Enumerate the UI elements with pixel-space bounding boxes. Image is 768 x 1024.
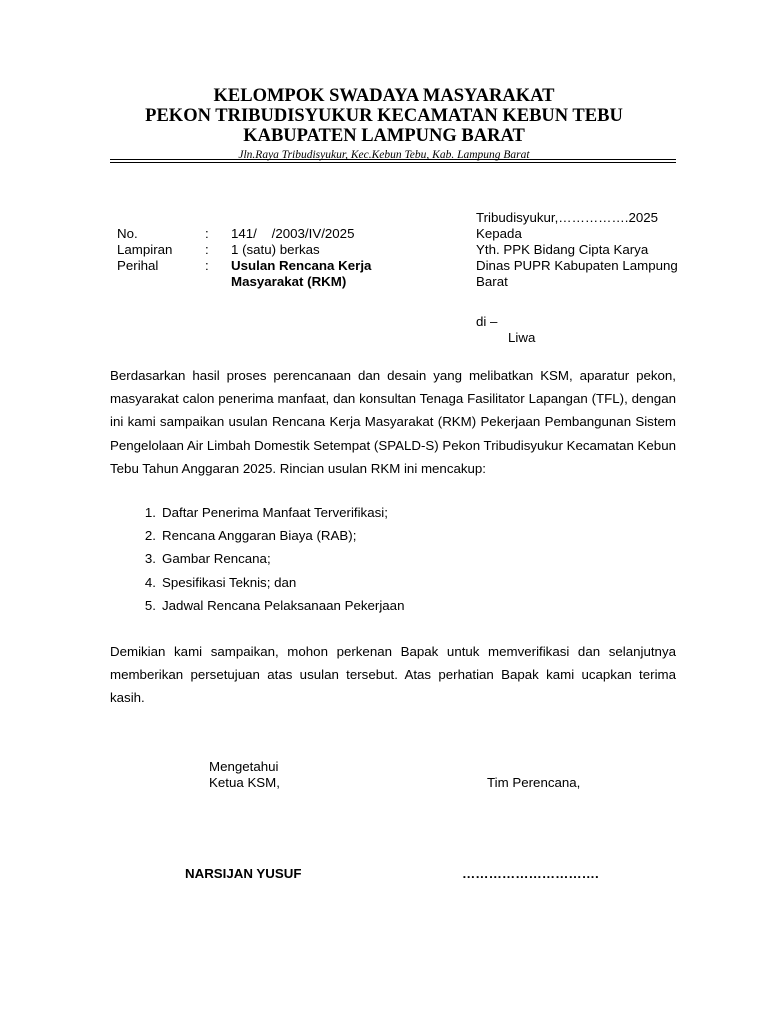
list-item <box>110 571 676 594</box>
list-item <box>110 524 676 547</box>
meta-number-value: 141/ /2003/IV/2025 <box>231 226 355 241</box>
signature-left <box>209 759 280 791</box>
meta-row-subject <box>117 258 401 274</box>
recipient-city: Liwa <box>508 330 536 345</box>
signature-left-line1: Mengetahui <box>209 759 279 774</box>
list-item <box>110 501 676 524</box>
signature-right <box>487 775 580 791</box>
place-date: Tribudisyukur,…………….2025 <box>476 210 659 225</box>
recipient-to: Kepada <box>476 226 522 241</box>
body-paragraph-2: Demikian kami sampaikan, mohon perkenan Bapak untuk memverifikasi dan selanjutnya memberikan persetujuan atas usulan tersebut. Atas perhatian Bapak kami ucapkan terima kasih. <box>110 644 676 706</box>
recipient-block <box>476 210 706 346</box>
list-item <box>110 547 676 570</box>
letter-meta <box>117 226 401 290</box>
meta-attachment-value: 1 (satu) berkas <box>231 242 320 257</box>
list-item-number: 1. <box>144 505 156 520</box>
meta-colon: : <box>205 242 209 257</box>
signatory-name-left: NARSIJAN YUSUF <box>185 866 302 881</box>
list-item-number: 5. <box>144 597 156 613</box>
list-item-number: 4. <box>144 574 156 590</box>
meta-subject-label: Perihal <box>117 258 159 273</box>
meta-subject-value-line2: Masyarakat (RKM) <box>231 274 347 289</box>
letterhead-village: PEKON TRIBUDISYUKUR KECAMATAN KEBUN TEBU <box>145 106 623 126</box>
meta-row-number <box>117 226 401 242</box>
meta-colon: : <box>205 226 209 241</box>
recipient-line2: Dinas PUPR Kabupaten Lampung <box>476 258 678 273</box>
meta-attachment-label: Lampiran <box>117 242 173 257</box>
recipient-line3: Barat <box>476 274 508 289</box>
signatory-name-right: …………………………. <box>462 866 599 881</box>
meta-row-subject-cont <box>117 274 401 290</box>
letterhead-regency: KABUPATEN LAMPUNG BARAT <box>243 126 525 146</box>
letterhead <box>0 86 768 162</box>
attachment-list <box>110 501 676 617</box>
meta-number-label: No. <box>117 226 138 241</box>
signature-left-line2: Ketua KSM, <box>209 775 280 790</box>
list-item-text: Daftar Penerima Manfaat Terverifikasi; <box>162 505 388 520</box>
meta-subject-value-line1: Usulan Rencana Kerja <box>231 258 372 273</box>
body-paragraph-1: Berdasarkan hasil proses perencanaan dan desain yang melibatkan KSM, aparatur pekon, masyarakat calon penerima manfaat, dan konsultan Tenaga Fasilitator Lapangan (TFL), dengan ini kami sampaikan usulan Rencana Kerja Masyarakat (RKM) Pekerjaan Pembangunan Sistem Pengelolaan Air Limbah Domestik Setempat (SPALD-S) Pekon Tribudisyukur Kecamatan Kebun Tebu Tahun Anggaran 2025. Rincian usulan RKM ini mencakup: <box>110 368 676 476</box>
meta-colon: : <box>205 258 209 273</box>
letterhead-org-name: KELOMPOK SWADAYA MASYARAKAT <box>213 86 555 106</box>
list-item-text: Rencana Anggaran Biaya (RAB); <box>162 528 357 544</box>
recipient-line1: Yth. PPK Bidang Cipta Karya <box>476 242 649 257</box>
recipient-di: di – <box>476 314 498 329</box>
list-item-number: 2. <box>144 528 156 544</box>
signature-right-line1: Tim Perencana, <box>487 775 581 790</box>
list-item <box>110 594 676 617</box>
letterhead-address: Jln.Raya Tribudisyukur, Kec.Kebun Tebu, Kab. Lampung Barat <box>238 149 530 161</box>
list-item-number: 3. <box>144 551 156 567</box>
letterhead-divider-thick <box>110 159 676 160</box>
list-item-text: Spesifikasi Teknis; dan <box>162 574 297 590</box>
list-item-text: Jadwal Rencana Pelaksanaan Pekerjaan <box>162 597 405 613</box>
letterhead-divider-thin <box>110 162 676 163</box>
meta-row-attachment <box>117 242 401 258</box>
list-item-text: Gambar Rencana; <box>162 551 271 567</box>
